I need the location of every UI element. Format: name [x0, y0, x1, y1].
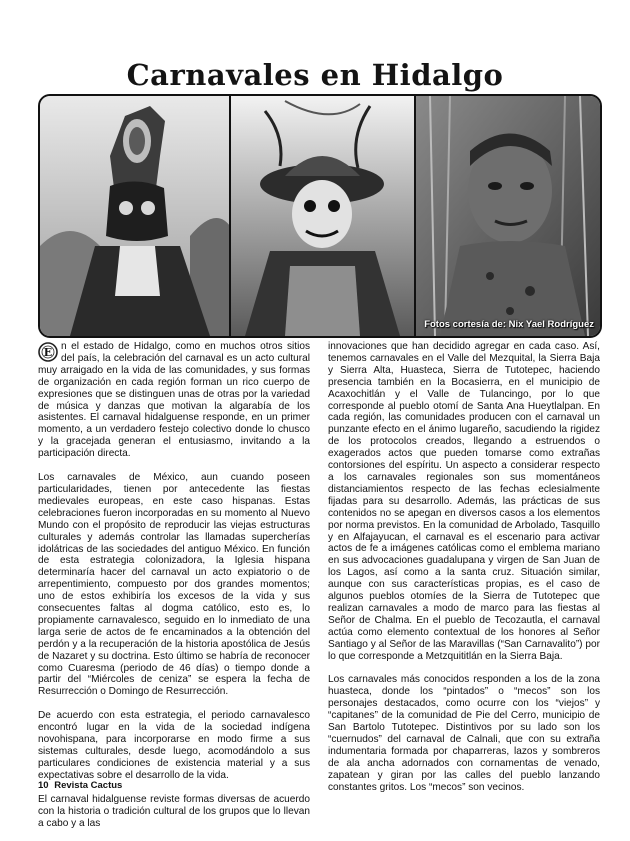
- photo-credit: Fotos cortesía de: Nix Yael Rodríguez: [424, 319, 594, 330]
- article-title: Carnavales en Hidalgo: [126, 58, 504, 92]
- paragraph-text: n el estado de Hidalgo, como en muchos otros sitios del país, la celebración del carnaval es un acto cultural muy arraigado en la vida de las comunidades, y sus formas de organización en cada región forman un rico cuerpo de expresiones que se distinguen unas de otras por la variedad de música y danzas que motivan la algarabía de los asistentes. El carnaval hidalguense responde, en un primer momento, a un verdadero festejo colectivo donde lo chusco y la gracejada generan el entusiasmo, invitando a la participación directa.: [38, 341, 310, 460]
- right-column: [328, 341, 600, 806]
- drop-cap-letter: E: [43, 346, 53, 359]
- paragraph: innovaciones que han decidido agregar en cada caso. Así, tenemos carnavales en el Valle del Mezquital, la Sierra Baja y Sierra Alta, Huasteca, Sierra de Tutotepec, haciendo presencia también en la Bocasierra, en el municipio de Acaxochitlán y el Valle de Tulancingo, por lo que corresponde al pueblo otomí de Santa Ana Hueytlalpan. En cada región, las comunidades producen con el carnaval un punzante efecto en el ánimo lugareño, sacudiendo la rigidez de los protocolos creados, llegando a estruendos o exagerados actos que pueden tomarse como extrañas contorsiones del espíritu. Un aspecto a considerar respecto a los carnavales regionales son sus momentáneos distanciamientos respecto de las fechas eclesialmente fijadas para su desarrollo. Además, las prácticas de sus contenidos no se apegan en diversos casos a los elementos por norma previstos. En la comunidad de Arbolado, Tasquillo y en Alfajayucan, el carnaval es el escenario para activar actos de fe a imágenes católicas como el emblema mariano en sus advocaciones guadalupana y virgen de San Juan de los Lagos, así como a la santa cruz. Situación similar, aunque con sus características propias, es el caso de algunos pueblos otomíes de la Sierra de Tutotepec que realizan carnavales a modo de marco para las fiestas al Señor de Chalma. En el pueblo de Tecozautla, el carnaval actúa como elemento contextual de los honores al Señor Santiago y al Señor de las Maravillas (“San Carnavalito”) por lo que corresponde a Metzquititlán en la Sierra Baja.: [328, 341, 600, 662]
- carnival-photos-image: [40, 96, 600, 336]
- paragraph: De acuerdo con esta estrategia, el periodo carnavalesco encontró lugar en la vida de la sociedad indígena novohispana, para incorporarse en modo firme a sus sistemas culturales, desde luego, acomodándolo a sus particulares condiciones de existencia material y a sus expectativas sobre el desarrollo de la vida.: [38, 710, 310, 781]
- photo-collage: [38, 94, 602, 338]
- drop-cap: [38, 341, 58, 363]
- left-column: [38, 341, 310, 841]
- paragraph: [38, 341, 310, 460]
- paragraph: Los carnavales más conocidos responden a los de la zona huasteca, donde los “pintados” o “mecos” son los personajes destacados, como ocurre con los “viejos” y “capitanes” de la comunidad de Pie del Cerro, municipio de San Bartolo Tutotepec. Distintivos por su lado son los “cuernudos” del carnaval de Calnali, que con su extraña indumentaria formada por chaparreras, lazos y sombreros de ala ancha adornados con cornamentas de venado, zapatean y giran por las calles del pueblo lanzando constantes gritos. Los “mecos” son vecinos.: [328, 674, 600, 793]
- drop-cap-ornament-icon: [38, 341, 58, 363]
- publication-name: Revista Cactus: [54, 780, 123, 791]
- paragraph: El carnaval hidalguense reviste formas diversas de acuerdo con la historia o tradición cultural de los grupos que lo llevan a cabo y a las: [38, 793, 310, 829]
- page-footer: [38, 780, 122, 791]
- paragraph: Los carnavales de México, aun cuando poseen particularidades, tienen por antecedente las fiestas medievales europeas, en este caso hispanas. Estas celebraciones fueron incorporadas en su momento al Nuevo Mundo con el propósito de reproducir las viejas estructuras culturales y además controlar las llamadas supercherías idolátricas de las sociedades del antiguo México. En función de esta estrategia colonizadora, la Iglesia hispana determinaría hacer del carnaval un acto expiatorio o de arrepentimiento, compuesto por dos grandes momentos; uno de estos exhibiría los excesos de la vida y sus consecuentes faltas al dogma católico, esto es, lo propiamente carnavalesco, seguido en lo inmediato de una larga serie de actos de fe encaminados a la obtención del perdón y a la recuperación de la historia apostólica de Jesús de Nazaret y su doctrina. Esto último se habría de reconocer como Cuaresma (periodo de 46 días) o tiempo donde a partir del “Miércoles de ceniza” se espera la fecha de Resurrección o Domingo de Resurrección.: [38, 472, 310, 698]
- page-number: 10: [38, 780, 49, 791]
